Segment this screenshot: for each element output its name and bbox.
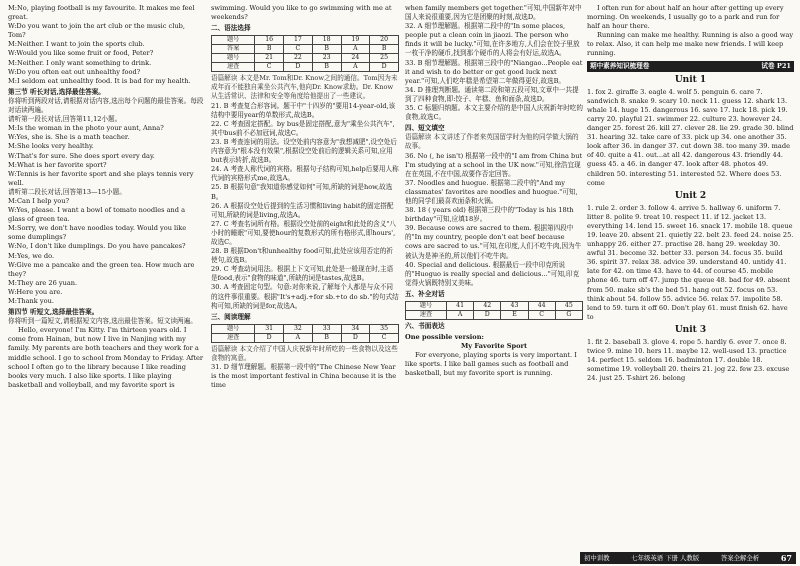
table-cell: 33 — [312, 324, 341, 333]
table-label: 速查 — [212, 63, 255, 72]
column-4 — [587, 4, 794, 383]
text-line: W:Yes, she is. She is a math teacher. — [8, 133, 130, 142]
answer-line: 25. B 根据句意"我知道你感觉如何"可知,所缺的词是how,故选B。 — [211, 183, 393, 201]
text-line: W:Do you want to join the art club or the music club, Tom? — [8, 22, 185, 40]
table-cell: G — [555, 311, 582, 320]
table-cell: A — [446, 311, 473, 320]
page-reference: 试卷 P21 — [761, 61, 791, 70]
unit-answers: 1. rule 2. order 3. follow 4. arrive 5. hallway 6. uniform 7. litter 8. polite 9. treat 10. respect 11. if 12. jacket 13. everything 14. lend 15. sweet 16. snack 17. mobile 18. queue 19. leave 20. absent 21. quietly 22. belt 23. feed 24. noise 25. unhappy 26. either 27. practise 28. hang 29. weekday 30. awful 31. become 32. better 33. person 34. focus 35. build 36. spirit 37. relax 38. advice 39. understand 40. untidy 41. late for 42. on time 43. have to 44. of course 45. mobile phone 46. turn off 47. jump the queue 48. bad for 49. absent from 50. make sb's the bed 51. hang out 52. focus on 53. think about 54. follow 55. advice 56. relax 57. impolite 58. lend to 59. turn it off 60. Don't play 61. must finish 62. have to — [587, 203, 794, 321]
grammar-answer-table — [211, 35, 399, 72]
page-number: 67 — [780, 553, 792, 563]
table-cell: 45 — [555, 302, 582, 311]
table-cell: 16 — [255, 36, 284, 45]
answer-line: 39. Because cows are sacred to them. 根据第四段中的"In my country, people don't eat beef because cows are sacred to us."可知,在印度,人们不吃牛肉,因为牛被认为是神圣的,所以他们不吃牛肉。 — [405, 224, 582, 260]
answer-line: 24. A 考查人称代词的宾格。根据句子结构可知,help后要用人称代词的宾格形式me,故选A。 — [211, 165, 399, 183]
table-cell: D — [474, 311, 501, 320]
table-cell: D — [284, 63, 313, 72]
text-line: W:Tennis is her favorite sport and she plays tennis very well. — [8, 169, 194, 187]
text-line: 你将听到两段对话,请根据对话内容,选出每个问题的最佳答案。每段对话读两遍。 — [8, 96, 204, 115]
table-cell: D — [255, 333, 284, 342]
answer-line: 23. B 考查连词的用法。设空处前内容意为"我想减肥",设空处后内容意为"根本没有效果",根据设空处前后的逻辑关系可知,应用but表示转折,故选B。 — [211, 137, 397, 165]
table-cell: B — [312, 63, 341, 72]
text-line: M:She looks very healthy. — [8, 142, 94, 151]
essay-text: I often run for about half an hour after getting up every morning. On weekends, I usually go to a park and run for half an hour there. — [587, 4, 784, 31]
table-cell: B — [370, 45, 399, 54]
footer-label: 答案全解全析 — [720, 554, 760, 562]
table-cell: 21 — [255, 54, 284, 63]
table-cell: E — [501, 311, 528, 320]
unit-answers: 1. fit 2. baseball 3. glove 4. rope 5. hardly 6. ever 7. once 8. twice 9. mine 10. hers 11. maybe 12. well-used 13. practice 14. perfect 15. seldom 16. badminton 17. double 18. sometime 19. volleyball 20. theirs 21. jog 22. few 23. excuse 24. just 25. T-shirt 26. belong — [587, 337, 790, 383]
answer-line: 26. A 根据设空处后提到的生活习惯和living habit的固定搭配可知,所缺的词是living,故选A。 — [211, 201, 394, 219]
reading-answer-table — [211, 324, 399, 343]
answer-line: 40. Special and delicious. 根据最后一段中印克所说的"Huoguo is really special and delicious..."可知,印克觉得火锅既特别又美味。 — [405, 260, 580, 287]
answer-line: 30. A 考查固定句型。句意:对你来说,了解每个人都是与众不同的这件事很重要。根据"It's+adj.+for sb.+to do sb."的句式结构可知,所缺的词是for,故选A。 — [211, 283, 399, 310]
essay-title: My Favorite Sport — [460, 342, 528, 351]
table-cell: 42 — [474, 302, 501, 311]
unit-title: Unit 2 — [674, 190, 707, 201]
passage-note: 语篇解读 本文讲述了作者来英国留学时为他的同学做大锅的故事。 — [405, 133, 579, 151]
passage-note: 语篇解读 本文介绍了中国人庆祝新年时所吃的一些食物以及这些食物的寓意。 — [211, 344, 398, 362]
table-cell: C — [255, 63, 284, 72]
table-cell: 34 — [341, 324, 370, 333]
answer-line: 37. Noodles and huogue. 根据第二段中的"And my classmates' favorites are noodles and huogue."可知,他的同学们最喜欢面条和火锅。 — [405, 178, 578, 205]
answer-line: 35. C 标题归纳题。本文主要介绍的是中国人庆祝新年时吃的食物,故选C。 — [405, 104, 583, 122]
section-title: 期中素养知识梳理卷 — [590, 61, 650, 70]
table-cell: 44 — [528, 302, 555, 311]
text-line: M:Sorry, we don't have noodles today. Would you like some dumplings? — [8, 224, 187, 242]
version-label: One possible version: — [405, 333, 484, 342]
answer-line: 21. B 考查复合形容词。题干中"十四岁的"要用14-year-old,该结构中要用year的单数形式,故选B。 — [211, 101, 396, 119]
table-cell: 32 — [284, 324, 313, 333]
section-heading: 三、阅读理解 — [211, 312, 251, 321]
passage-note: 语篇解读 本文是Mr. Tom和Dr. Know之间的通信。Tom因为未成年而不能独自乘坐公共汽车,他向Dr. Know求助。Dr. Know从生活常识、法律和安全等角度给他提出了一些建议。 — [211, 74, 398, 101]
table-cell: 17 — [284, 36, 313, 45]
text-line: M:Can I help you? — [8, 196, 70, 205]
table-label: 题号 — [212, 36, 255, 45]
answer-line: 29. C 考查动词用法。根据上下文可知,此处是一般现在时,主语是food,表示"食物的味道",所缺的词是tastes,故选B。 — [211, 265, 394, 283]
table-cell: A — [284, 333, 313, 342]
table-cell: D — [370, 63, 399, 72]
section-heading: 六、书面表达 — [405, 322, 445, 330]
column-2 — [211, 4, 399, 390]
table-cell: 18 — [312, 36, 341, 45]
unit-title: Unit 1 — [674, 74, 707, 85]
answer-line: 32. A 细节理解题。根据第二段中的"In some places, people put a clean coin in jiaozi. The person who finds it will be lucky."可知,在许多地方,人们会在饺子里放一枚干净的硬币,找到那个硬币的人将会有好运,故选A。 — [405, 22, 580, 58]
answer-line: 22. C 考查固定搭配。by bus是固定搭配,意为"乘坐公共汽车",其中bus前不必加冠词,故选C。 — [211, 119, 395, 137]
table-cell: 20 — [370, 36, 399, 45]
table-cell: 31 — [255, 324, 284, 333]
text-line: 请听第二段长对话,回答第13—15小题。 — [8, 187, 126, 196]
table-cell: B — [312, 333, 341, 342]
text-line: M:What is her favorite sport? — [8, 160, 107, 169]
table-cell: 23 — [312, 54, 341, 63]
table-label: 速查 — [212, 333, 255, 342]
table-cell: D — [341, 333, 370, 342]
table-label: 题号 — [212, 54, 255, 63]
text-line: W:Yes, please. I want a bowl of tomato noodles and a glass of green tea. — [8, 206, 186, 224]
text-line: M:No, playing football is my favourite. It makes me feel great. — [8, 4, 195, 22]
table-cell: B — [312, 45, 341, 54]
table-cell: 35 — [370, 324, 399, 333]
table-cell: 24 — [341, 54, 370, 63]
text-line: M:I seldom eat unhealthy food. It is bad for my health. — [8, 76, 191, 85]
unit-title: Unit 3 — [674, 324, 707, 335]
table-label: 答案 — [212, 45, 255, 54]
answer-line: when family members get together."可知,中国新年对中国人来说很重要,因为它是团聚的时刻,故选D。 — [405, 4, 582, 22]
table-cell: 41 — [446, 302, 473, 311]
answer-line: 27. C 考查名词所有格。根据设空处前的eight和此处的含义"八小时的睡眠"可知,要使hour的复数形式的所有格形式,即hours',故选C。 — [211, 219, 396, 246]
answer-line: 33. B 细节理解题。根据第三段中的"Niangao...People eat it and wish to do better or get good luck next year."可知,人们吃年糕是希望第二年做得更好,故选B。 — [405, 58, 583, 85]
text-line: W:Would you like some fruit or food, Peter? — [8, 49, 154, 58]
table-label: 题号 — [406, 302, 447, 311]
table-cell: 25 — [370, 54, 399, 63]
answer-line: 31. D 细节理解题。根据第一段中的"The Chinese New Year is the most important festival in China because it is the time — [211, 363, 397, 390]
text-line: swimming. Would you like to go swimming with me at weekends? — [211, 4, 392, 22]
column-3 — [405, 4, 583, 379]
page-footer — [580, 552, 796, 564]
essay-text: For everyone, playing sports is very important. I like sports. I like ball games such as football and basketball, but my favorite sport is running. — [405, 351, 577, 378]
table-cell: C — [370, 333, 399, 342]
text-line: M:They are 26 yuan. — [8, 278, 78, 287]
table-cell: A — [341, 45, 370, 54]
text-line: W:Do you often eat out unhealthy food? — [8, 67, 141, 76]
text-line: M:Thank you. — [8, 297, 54, 305]
unit-answers: 1. fox 2. giraffe 3. eagle 4. wolf 5. penguin 6. care 7. sandwich 8. snake 9. scary 10. neck 11. guess 12. shark 13. whale 14. huge 15. dangerous 16. save 17. luck 18. pick 19. carry 20. playful 21. swimmer 22. culture 23. however 24. danger 25. forest 26. kill 27. clever 28. lie 29. grade 30. blind 31. hearing 32. take care of 33. pick up 34. one another 35. look after 36. in danger 37. cut down 38. too many 39. made of 40. quite a 41. out...at all 42. dangerous 43. friendly 44. guess 45. a 46. in danger 47. look after 48. photos 49. children 50. interesting 51. interested 52. Where does 53. come — [587, 87, 794, 187]
passage-text: Hello, everyone! I'm Kitty. I'm thirteen years old. I come from Hainan, but now I live in Nanjing with my family. My parents are both teachers and they work for a middle school. I go to school from Monday to Friday. After school I often go to the library because I like reading books very much. I also like sports. I like playing basketball and volleyball, and my favorite sport is — [8, 326, 204, 389]
answer-line: 28. B 根据Don't和unhealthy food可知,此处应该用否定的祈使句,故选B。 — [211, 247, 393, 265]
text-line: M:Neither. I want to join the sports club. — [8, 40, 145, 49]
section-heading: 第四节 听短文,选择最佳答案。 — [8, 308, 99, 317]
table-cell: C — [528, 311, 555, 320]
essay-text: Running can make me healthy. Running is also a good way to relax. Also, it can help me make new friends. I will keep running. — [587, 31, 794, 58]
table-cell: 19 — [341, 36, 370, 45]
table-label: 题号 — [212, 324, 255, 333]
section-heading: 第三节 听长对话,选择最佳答案。 — [8, 87, 105, 96]
text-line: W:Give me a pancake and the green tea. How much are they? — [8, 260, 195, 278]
text-line: 你将听到一篇短文,请根据短文内容,选出最佳答案。短文读两遍。 — [8, 317, 197, 326]
table-cell: 43 — [501, 302, 528, 311]
table-cell: C — [284, 45, 313, 54]
section-heading: 二、语法选择 — [211, 24, 251, 33]
answer-line: 34. D 推理判断题。通读第二段和第五段可知,文章中一共提到了四种食物,即:饺子、年糕、鱼和面条,故选D。 — [405, 85, 579, 103]
text-line: M:Is the woman in the photo your aunt, Anna? — [8, 124, 164, 133]
text-line: M:Neither. I only want something to drink. — [8, 58, 152, 67]
text-line: M:Yes, we do. — [8, 251, 55, 260]
footer-subject: 七年级英语 下册 人教版 — [631, 554, 700, 562]
section-heading: 五、补全对话 — [405, 289, 445, 298]
text-line: 请听第一段长对话,回答第11,12小题。 — [8, 115, 122, 124]
section-heading: 四、短文填空 — [405, 124, 445, 133]
text-line: W:Here you are. — [8, 287, 63, 296]
text-line: W:No, I don't like dumplings. Do you have pancakes? — [8, 242, 186, 251]
table-label: 速查 — [406, 311, 447, 320]
table-cell: A — [341, 63, 370, 72]
footer-brand: 初中训教 — [584, 554, 610, 562]
section-title-bar — [587, 61, 794, 72]
table-cell: B — [255, 45, 284, 54]
text-line: W:That's for sure. She does sport every day. — [8, 151, 155, 160]
table-cell: 22 — [284, 54, 313, 63]
dialog-answer-table — [405, 301, 583, 320]
column-1 — [8, 4, 204, 390]
answer-line: 38. 18 ( years old) 根据第三段中的"Today is his 18th birthday"可知,应填18岁。 — [405, 206, 574, 224]
answer-line: 36. No (, he isn't) 根据第一段中的"I am from China but I'm studying at a school in the UK now."可知,徐浩宜现在在英国,不在中国,故要作否定回答。 — [405, 151, 583, 178]
